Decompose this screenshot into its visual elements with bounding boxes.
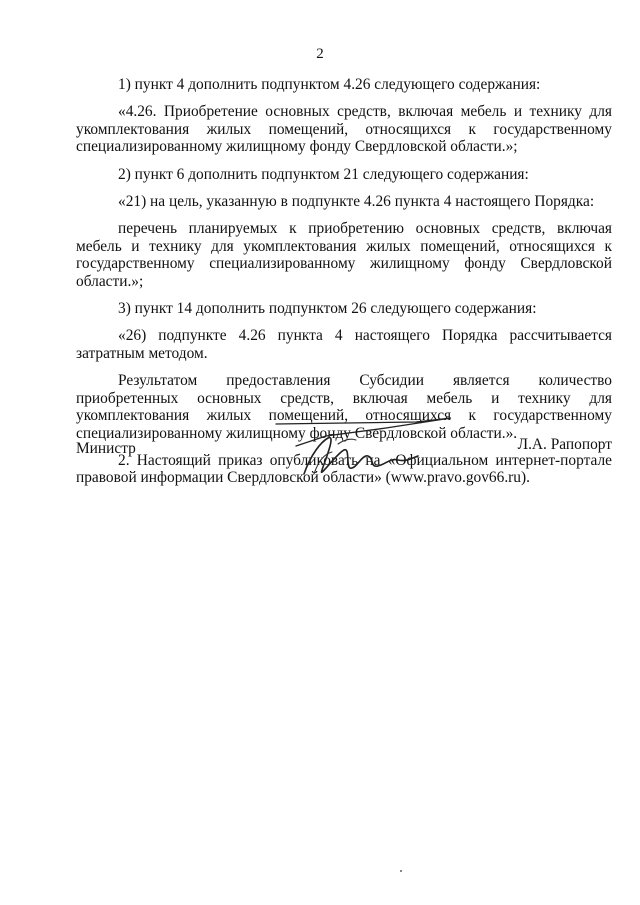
- paragraph-item-4-26: «4.26. Приобретение основных средств, включая мебель и технику для укомплектования жилых помещений, относящихся к государственному специализированному жилищному фонду Свердловской области.»;: [76, 103, 612, 156]
- handwritten-signature-icon: [266, 414, 456, 486]
- signature-block: [76, 436, 612, 476]
- scan-speck: [400, 870, 402, 872]
- signer-title: Министр: [76, 440, 136, 457]
- paragraph-subitem-21: «21) на цель, указанную в подпункте 4.26 пункта 4 настоящего Порядка:: [118, 193, 595, 211]
- paragraph-result: Результатом предоставления Субсидии является количество приобретенных основных средств, включая мебель и технику для укомплектования жилых помещений, относящихся к государственному специализированному жилищному фонду Свердловской области.».: [76, 372, 612, 442]
- paragraph-item-2: 2) пункт 6 дополнить подпунктом 21 следующего содержания:: [118, 165, 529, 183]
- paragraph-subitem-26: «26) подпункте 4.26 пункта 4 настоящего Порядка рассчитывается затратным методом.: [76, 327, 612, 362]
- paragraph-item-3: 3) пункт 14 дополнить подпунктом 26 следующего содержания:: [118, 300, 537, 318]
- page-number: 2: [316, 46, 324, 62]
- paragraph-publish: 2. Настоящий приказ опубликовать на «Официальном интернет-портале правовой информации Свердловской области» (www.pravo.gov66.ru).: [76, 451, 612, 487]
- signer-name: Л.А. Рапопорт: [517, 436, 612, 453]
- paragraph-list-of-assets: перечень планируемых к приобретению основных средств, включая мебель и технику для укомплектования жилых помещений, относящихся к государственному специализированному жилищному фонду Свердловской области.»;: [76, 220, 612, 290]
- paragraph-item-1: 1) пункт 4 дополнить подпунктом 4.26 следующего содержания:: [118, 76, 541, 93]
